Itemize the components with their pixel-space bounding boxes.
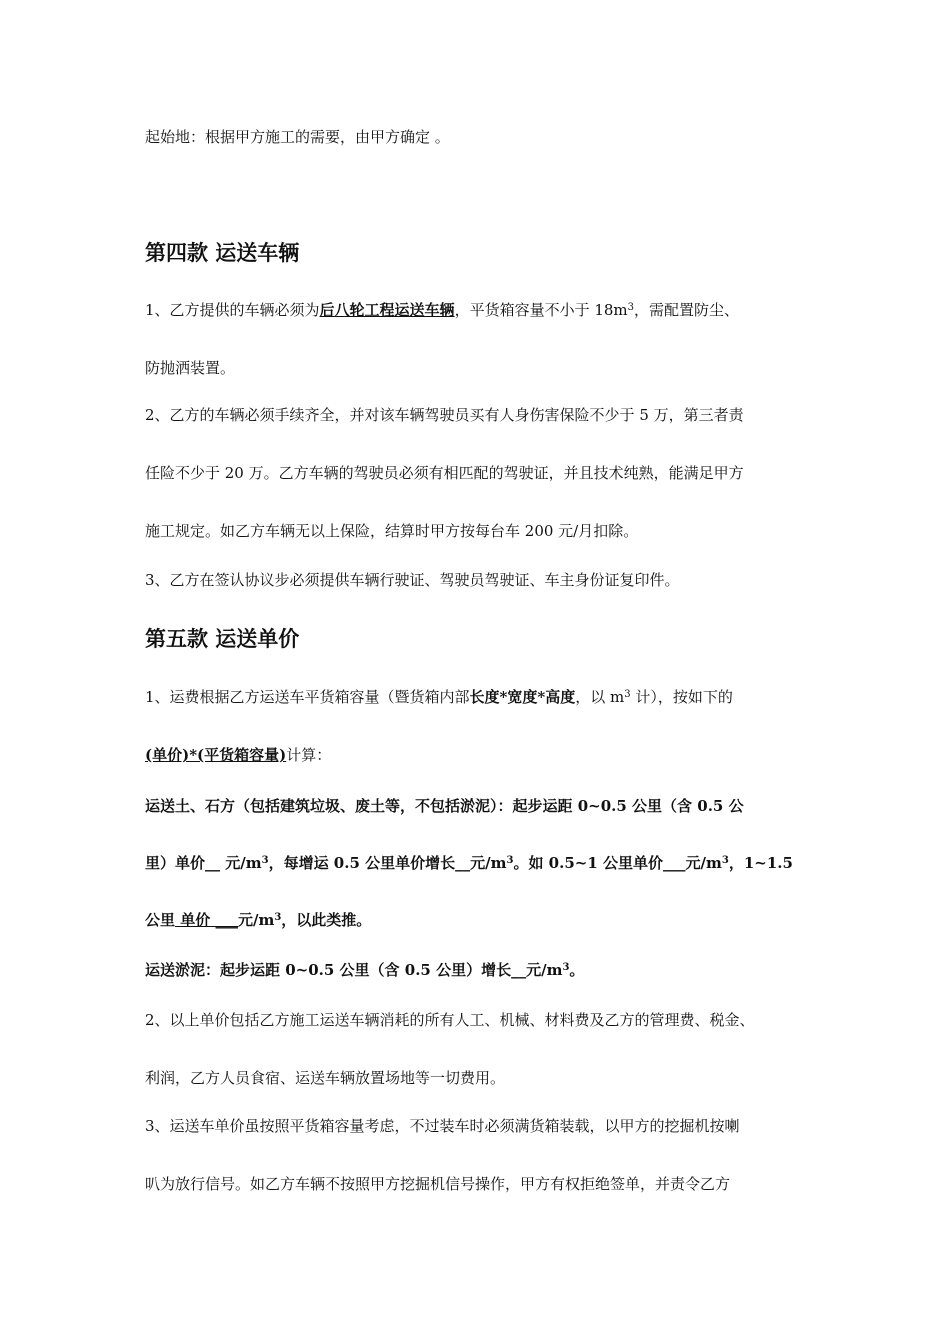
- section4-item1-line2: 防抛洒装置。: [145, 359, 236, 377]
- vehicle-type: 后八轮工程运送车辆: [319, 301, 455, 319]
- section5-item2-line1: 2、以上单价包括乙方施工运送车辆消耗的所有人工、机械、材料费及乙方的管理费、税金、: [145, 1011, 755, 1029]
- dimension-formula: 长度*宽度*高度: [469, 688, 576, 706]
- section5-item1-line2: (单价)*(平货箱容量)计算：: [145, 746, 332, 764]
- section5-item3-line1: 3、运送车单价虽按照平货箱容量考虑，不过装车时必须满货箱装载，以甲方的挖掘机按喇: [145, 1117, 740, 1135]
- earth-rate-line2: 里）单价__ 元$/m^3$，每增运 0.5 公里单价增长__元$/m^3$。如 0.5~1 公里单价___元$/m^3$，1~1.5: [145, 854, 793, 872]
- section4-item3: 3、乙方在签认协议步必须提供车辆行驶证、驾驶员驾驶证、车主身份证复印件。: [145, 571, 680, 589]
- price-formula: (单价)*(平货箱容量): [145, 746, 287, 764]
- section4-item2-line3: 施工规定。如乙方车辆无以上保险，结算时甲方按每台车 200 元/月扣除。: [145, 522, 639, 540]
- mud-rate-line: 运送淤泥：起步运距 0~0.5 公里（含 0.5 公里）增长__元$/m^3$。: [145, 961, 585, 979]
- section4-title: 第四款 运送车辆: [145, 240, 300, 265]
- section5-title: 第五款 运送单价: [145, 626, 300, 651]
- section4-item2-line2: 任险不少于 20 万。乙方车辆的驾驶员必须有相匹配的驾驶证，并且技术纯熟，能满足甲方: [145, 464, 744, 482]
- earth-rate-line1: 运送土、石方（包括建筑垃圾、废土等，不包括淤泥）：起步运距 0~0.5 公里（含 0.5 公: [145, 797, 744, 815]
- section4-item1-line1: 1、乙方提供的车辆必须为后八轮工程运送车辆，平货箱容量不小于 $18m^3$，需配置防尘、: [145, 301, 740, 319]
- section5-item3-line2: 叭为放行信号。如乙方车辆不按照甲方挖掘机信号操作，甲方有权拒绝签单，并责令乙方: [145, 1175, 731, 1193]
- section5-item2-line2: 利润，乙方人员食宿、运送车辆放置场地等一切费用。: [145, 1069, 506, 1087]
- section5-item1-line1: 1、运费根据乙方运送车平货箱容量（暨货箱内部长度*宽度*高度，以 $m^3$ 计），按如下的: [145, 688, 733, 706]
- origin-line: 起始地：根据甲方施工的需要，由甲方确定 。: [145, 128, 450, 146]
- earth-rate-line3: 公里 单价 ___元$/m^3$，以此类推。: [145, 911, 372, 929]
- section4-item2-line1: 2、乙方的车辆必须手续齐全，并对该车辆驾驶员买有人身伤害保险不少于 5 万，第三者责: [145, 406, 744, 424]
